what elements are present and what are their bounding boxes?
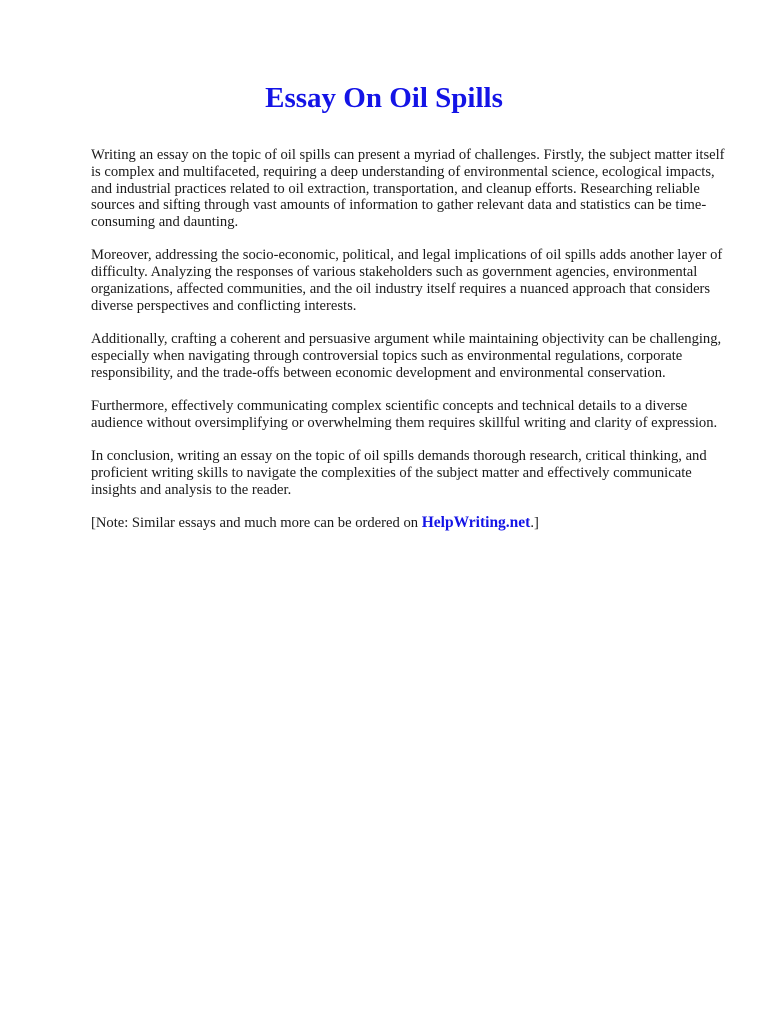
paragraph-3: Additionally, crafting a coherent and persuasive argument while maintaining objectivity can be challenging, especially when navigating through controversial topics such as environmental regulations, corporate responsibility, and the trade-offs between economic development and environmental conservation. (91, 331, 722, 381)
helpwriting-link[interactable]: HelpWriting.net (421, 514, 531, 532)
order-note (91, 515, 731, 532)
paragraph-1: Writing an essay on the topic of oil spills can present a myriad of challenges. Firstly, the subject matter itself is complex and multifaceted, requiring a deep understanding of environmental science, ecological impacts, and industrial practices related to oil extraction, transportation, and cleanup efforts. Researching reliable sources and sifting through vast amounts of information to gather relevant data and statistics can be time-consuming and daunting. (91, 147, 725, 231)
note-suffix: .] (530, 515, 539, 532)
note-prefix: [Note: Similar essays and much more can be ordered on (91, 515, 422, 532)
paragraph-2: Moreover, addressing the socio-economic, political, and legal implications of oil spills adds another layer of difficulty. Analyzing the responses of various stakeholders such as government agencies, environmental organizations, affected communities, and the oil industry itself requires a nuanced approach that considers diverse perspectives and conflicting interests. (91, 247, 723, 314)
essay-body (91, 147, 731, 532)
page-title: Essay On Oil Spills (265, 82, 503, 114)
paragraph-4: Furthermore, effectively communicating complex scientific concepts and technical details to a diverse audience without oversimplifying or overwhelming them requires skillful writing and clarity of expression. (91, 398, 718, 431)
paragraph-5: In conclusion, writing an essay on the topic of oil spills demands thorough research, critical thinking, and proficient writing skills to navigate the complexities of the subject matter and effectively communicate insights and analysis to the reader. (91, 448, 707, 498)
